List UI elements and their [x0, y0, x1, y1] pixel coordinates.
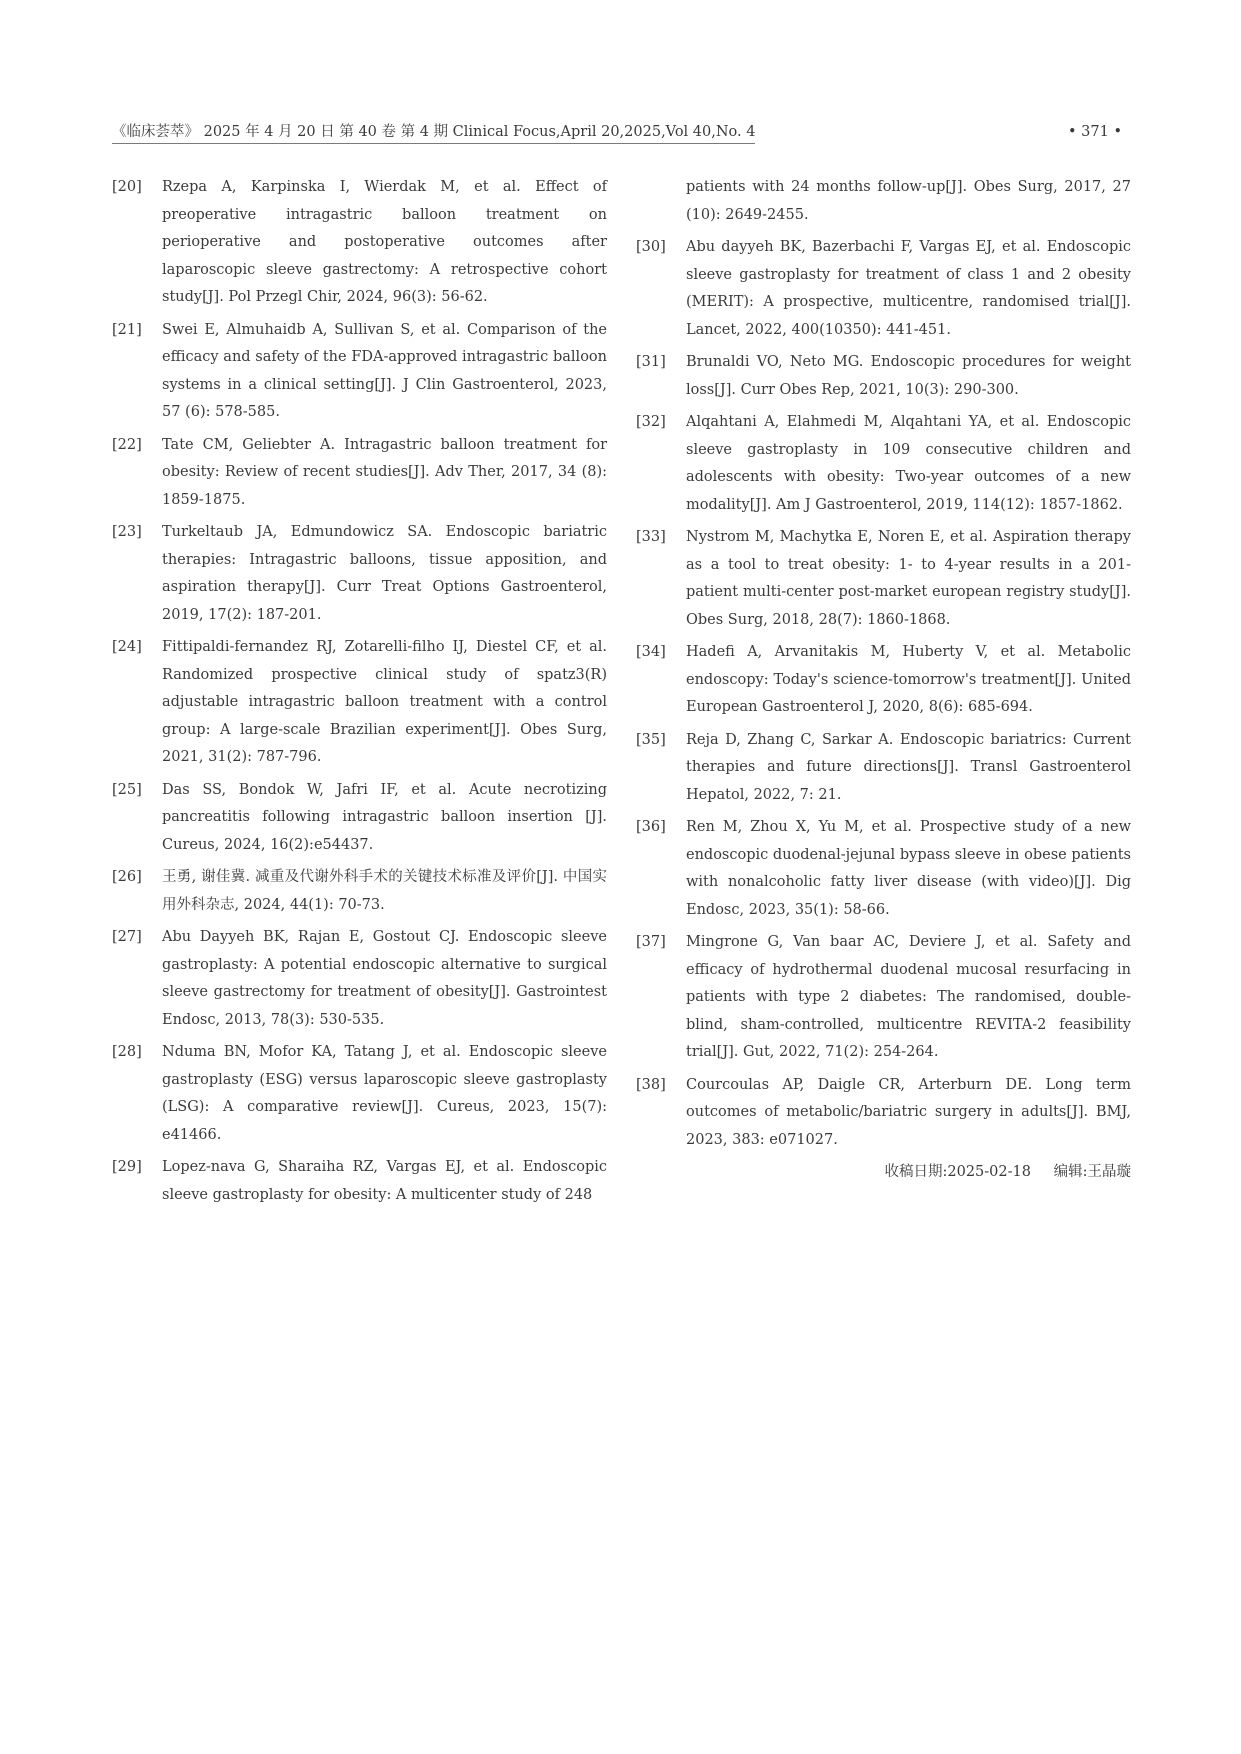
reference-column-left — [112, 174, 607, 1214]
reference-text: Das SS, Bondok W, Jafri IF, et al. Acute necrotizing pancreatitis following intragastric balloon insertion [J]. Cureus, 2024, 16(2):e54437. — [162, 781, 607, 853]
reference-text: Abu dayyeh BK, Bazerbachi F, Vargas EJ, et al. Endoscopic sleeve gastroplasty for treatment of class 1 and 2 obesity (MERIT): A prospective, multicentre, randomised trial[J]. Lancet, 2022, 400(10350): 441-451. — [686, 239, 1131, 338]
reference-text: Tate CM, Geliebter A. Intragastric balloon treatment for obesity: Review of recent studies[J]. Adv Ther, 2017, 34 (8): 1859-1875. — [162, 436, 607, 508]
reference-text: Courcoulas AP, Daigle CR, Arterburn DE. Long term outcomes of metabolic/bariatric surgery in adults[J]. BMJ, 2023, 383: e071027. — [686, 1076, 1131, 1148]
reference-number: [35] — [636, 731, 666, 748]
reference-text: Fittipaldi-fernandez RJ, Zotarelli-filho IJ, Diestel CF, et al. Randomized prospective clinical study of spatz3(R) adjustable intragastric balloon treatment with a control group: A large-scale Brazilian experiment[J]. Obes Surg, 2021, 31(2): 787-796. — [162, 639, 607, 765]
reference-text: Rzepa A, Karpinska I, Wierdak M, et al. Effect of preoperative intragastric balloon treatment on perioperative and postoperative outcomes after laparoscopic sleeve gastrectomy: A retrospective cohort study[J]. Pol Przegl Chir, 2024, 96(3): 56-62. — [162, 179, 607, 305]
page-number: • 371 • — [1068, 124, 1122, 140]
reference-item — [112, 519, 607, 629]
article-footer — [636, 1159, 1131, 1187]
reference-number: [24] — [112, 639, 142, 655]
reference-text: Ren M, Zhou X, Yu M, et al. Prospective study of a new endoscopic duodenal-jejunal bypass sleeve in obese patients with nonalcoholic fatty liver disease (with video)[J]. Dig Endosc, 2023, 35(1): 58-66. — [686, 819, 1131, 918]
reference-text: Swei E, Almuhaidb A, Sullivan S, et al. Comparison of the efficacy and safety of the FDA-approved intragastric balloon systems in a clinical setting[J]. J Clin Gastroenterol, 2023, 57 (6): 578-585. — [162, 321, 607, 420]
reference-text: Lopez-nava G, Sharaiha RZ, Vargas EJ, et al. Endoscopic sleeve gastroplasty for obesity: A multicenter study of 248 — [162, 1159, 607, 1203]
reference-text: Reja D, Zhang C, Sarkar A. Endoscopic bariatrics: Current therapies and future directions[J]. Transl Gastroenterol Hepatol, 2022, 7: 21. — [686, 731, 1131, 803]
reference-continuation: patients with 24 months follow-up[J]. Obes Surg, 2017, 27 (10): 2649-2455. — [686, 179, 1131, 223]
reference-item — [112, 1154, 607, 1209]
reference-column-right — [636, 174, 1131, 1187]
reference-number: [32] — [636, 414, 666, 430]
reference-number: [21] — [112, 321, 142, 338]
reference-text: Mingrone G, Van baar AC, Deviere J, et al. Safety and efficacy of hydrothermal duodenal mucosal resurfacing in patients with type 2 diabetes: The randomised, double-blind, sham-controlled, multicentre REVITA-2 feasibility trial[J]. Gut, 2022, 71(2): 254-264. — [686, 934, 1131, 1060]
reference-number: [37] — [636, 934, 666, 950]
reference-number: [25] — [112, 781, 142, 798]
reference-item — [636, 639, 1131, 722]
reference-text: Nduma BN, Mofor KA, Tatang J, et al. Endoscopic sleeve gastroplasty (ESG) versus laparoscopic sleeve gastroplasty (LSG): A comparative review[J]. Cureus, 2023, 15(7): e41466. — [162, 1044, 607, 1143]
reference-text: Turkeltaub JA, Edmundowicz SA. Endoscopic bariatric therapies: Intragastric balloons, tissue apposition, and aspiration therapy[J]. Curr Treat Options Gastroenterol, 2019, 17(2): 187-201. — [162, 524, 607, 623]
reference-item — [112, 174, 607, 312]
journal-header: 《临床荟萃》 2025 年 4 月 20 日 第 40 卷 第 4 期 Clinical Focus,April 20,2025,Vol 40,No. 4 — [112, 121, 755, 144]
reference-number: [36] — [636, 819, 666, 835]
reference-text: Alqahtani A, Elahmedi M, Alqahtani YA, et al. Endoscopic sleeve gastroplasty in 109 consecutive children and adolescents with obesity: Two-year outcomes of a new modality[J]. Am J Gastroenterol, 2019, 114(12): 1857-1862. — [686, 414, 1131, 513]
reference-text: Abu Dayyeh BK, Rajan E, Gostout CJ. Endoscopic sleeve gastroplasty: A potential endoscopic alternative to surgical sleeve gastrectomy for treatment of obesity[J]. Gastrointest Endosc, 2013, 78(3): 530-535. — [162, 929, 607, 1028]
reference-number: [33] — [636, 529, 666, 545]
reference-number: [20] — [112, 179, 142, 195]
reference-item — [636, 814, 1131, 924]
editor-name: 编辑:王晶璇 — [1053, 1164, 1131, 1180]
reference-text: Hadefi A, Arvanitakis M, Huberty V, et al. Metabolic endoscopy: Today's science-tomorrow's treatment[J]. United European Gastroenterol J, 2020, 8(6): 685-694. — [686, 644, 1131, 715]
reference-item — [636, 409, 1131, 519]
reference-item — [636, 524, 1131, 634]
reference-number: [38] — [636, 1076, 666, 1093]
reference-number: [26] — [112, 869, 142, 885]
reference-number: [29] — [112, 1159, 142, 1175]
reference-item — [112, 864, 607, 919]
running-header — [112, 121, 1122, 143]
reference-item — [112, 924, 607, 1034]
reference-item — [636, 234, 1131, 344]
received-date: 收稿日期:2025-02-18 — [884, 1164, 1031, 1180]
reference-item — [112, 777, 607, 860]
reference-number: [28] — [112, 1044, 142, 1060]
reference-number: [27] — [112, 929, 142, 945]
reference-text: Brunaldi VO, Neto MG. Endoscopic procedures for weight loss[J]. Curr Obes Rep, 2021, 10(3): 290-300. — [686, 354, 1131, 398]
reference-item — [112, 1039, 607, 1149]
reference-text: Nystrom M, Machytka E, Noren E, et al. Aspiration therapy as a tool to treat obesity: 1- to 4-year results in a 201-patient multi-center post-market european registry study[J]. Obes Surg, 2018, 28(7): 1860-1868. — [686, 529, 1131, 628]
reference-number: [34] — [636, 644, 666, 660]
reference-number: [31] — [636, 354, 666, 370]
reference-item — [636, 727, 1131, 810]
reference-text: 王勇, 谢佳冀. 减重及代谢外科手术的关键技术标准及评价[J]. 中国实用外科杂志, 2024, 44(1): 70-73. — [162, 869, 607, 913]
reference-number: [22] — [112, 436, 142, 453]
reference-item — [636, 349, 1131, 404]
reference-number: [30] — [636, 239, 666, 255]
reference-item — [112, 317, 607, 427]
reference-number: [23] — [112, 524, 142, 540]
reference-item — [636, 929, 1131, 1067]
reference-item — [112, 432, 607, 515]
reference-item — [112, 634, 607, 772]
reference-item — [636, 1072, 1131, 1155]
